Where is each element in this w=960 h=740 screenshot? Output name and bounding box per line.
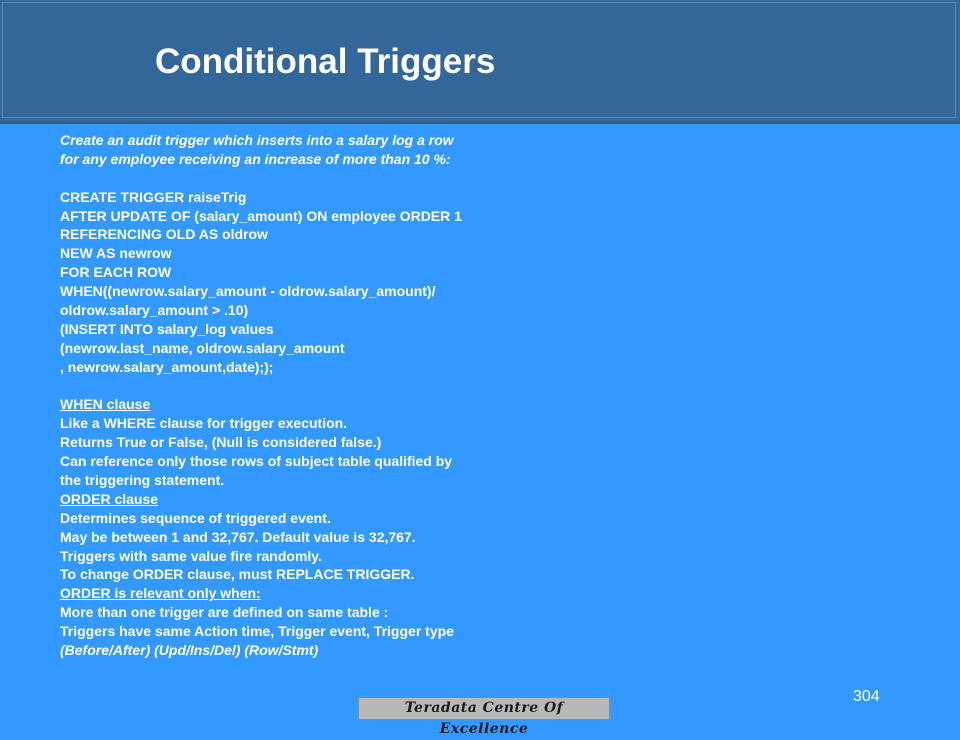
- slide-header: [0, 0, 960, 124]
- code-line: (newrow.last_name, oldrow.salary_amount: [60, 339, 345, 356]
- body-line: Triggers have same Action time, Trigger event, Trigger type: [60, 623, 454, 640]
- slide-body: [60, 131, 600, 660]
- body-line: the triggering statement.: [60, 472, 225, 489]
- intro-line-2: for any employee receiving an increase of more than 10 %:: [60, 150, 451, 167]
- body-line: May be between 1 and 32,767. Default value is 32,767.: [60, 528, 416, 545]
- code-line: AFTER UPDATE OF (salary_amount) ON employee ORDER 1: [60, 207, 462, 224]
- body-line: Like a WHERE clause for trigger execution.: [60, 415, 348, 432]
- intro-line-1: Create an audit trigger which inserts into a salary log a row: [60, 132, 454, 148]
- code-line: WHEN((newrow.salary_amount - oldrow.salary_amount)/: [60, 283, 436, 300]
- body-line: Triggers with same value fire randomly.: [60, 547, 322, 564]
- code-line: , newrow.salary_amount,date););: [60, 358, 274, 375]
- section-heading-when: WHEN clause: [60, 396, 151, 413]
- body-line: Determines sequence of triggered event.: [60, 509, 331, 526]
- body-line: To change ORDER clause, must REPLACE TRIGGER.: [60, 566, 415, 583]
- code-line: (INSERT INTO salary_log values: [60, 320, 274, 337]
- page-number: 304: [853, 688, 880, 705]
- body-line: Can reference only those rows of subject table qualified by: [60, 453, 453, 470]
- code-line: NEW AS newrow: [60, 245, 172, 262]
- code-line: REFERENCING OLD AS oldrow: [60, 226, 268, 243]
- code-line: CREATE TRIGGER raiseTrig: [60, 188, 247, 205]
- blank-line: [60, 377, 600, 396]
- code-line: FOR EACH ROW: [60, 264, 172, 281]
- body-line-italic: (Before/After) (Upd/Ins/Del) (Row/Stmt): [60, 642, 319, 659]
- slide-title: Conditional Triggers: [155, 42, 496, 81]
- blank-line: [60, 169, 600, 188]
- code-line: oldrow.salary_amount > .10): [60, 302, 249, 319]
- section-heading-order: ORDER clause: [60, 490, 159, 507]
- section-heading-order-relevant: ORDER is relevant only when:: [60, 585, 261, 602]
- body-line: More than one trigger are defined on same table :: [60, 604, 389, 621]
- body-line: Returns True or False, (Null is considered false.): [60, 434, 382, 451]
- footer-brand-logo: Teradata Centre Of Excellence: [358, 697, 610, 720]
